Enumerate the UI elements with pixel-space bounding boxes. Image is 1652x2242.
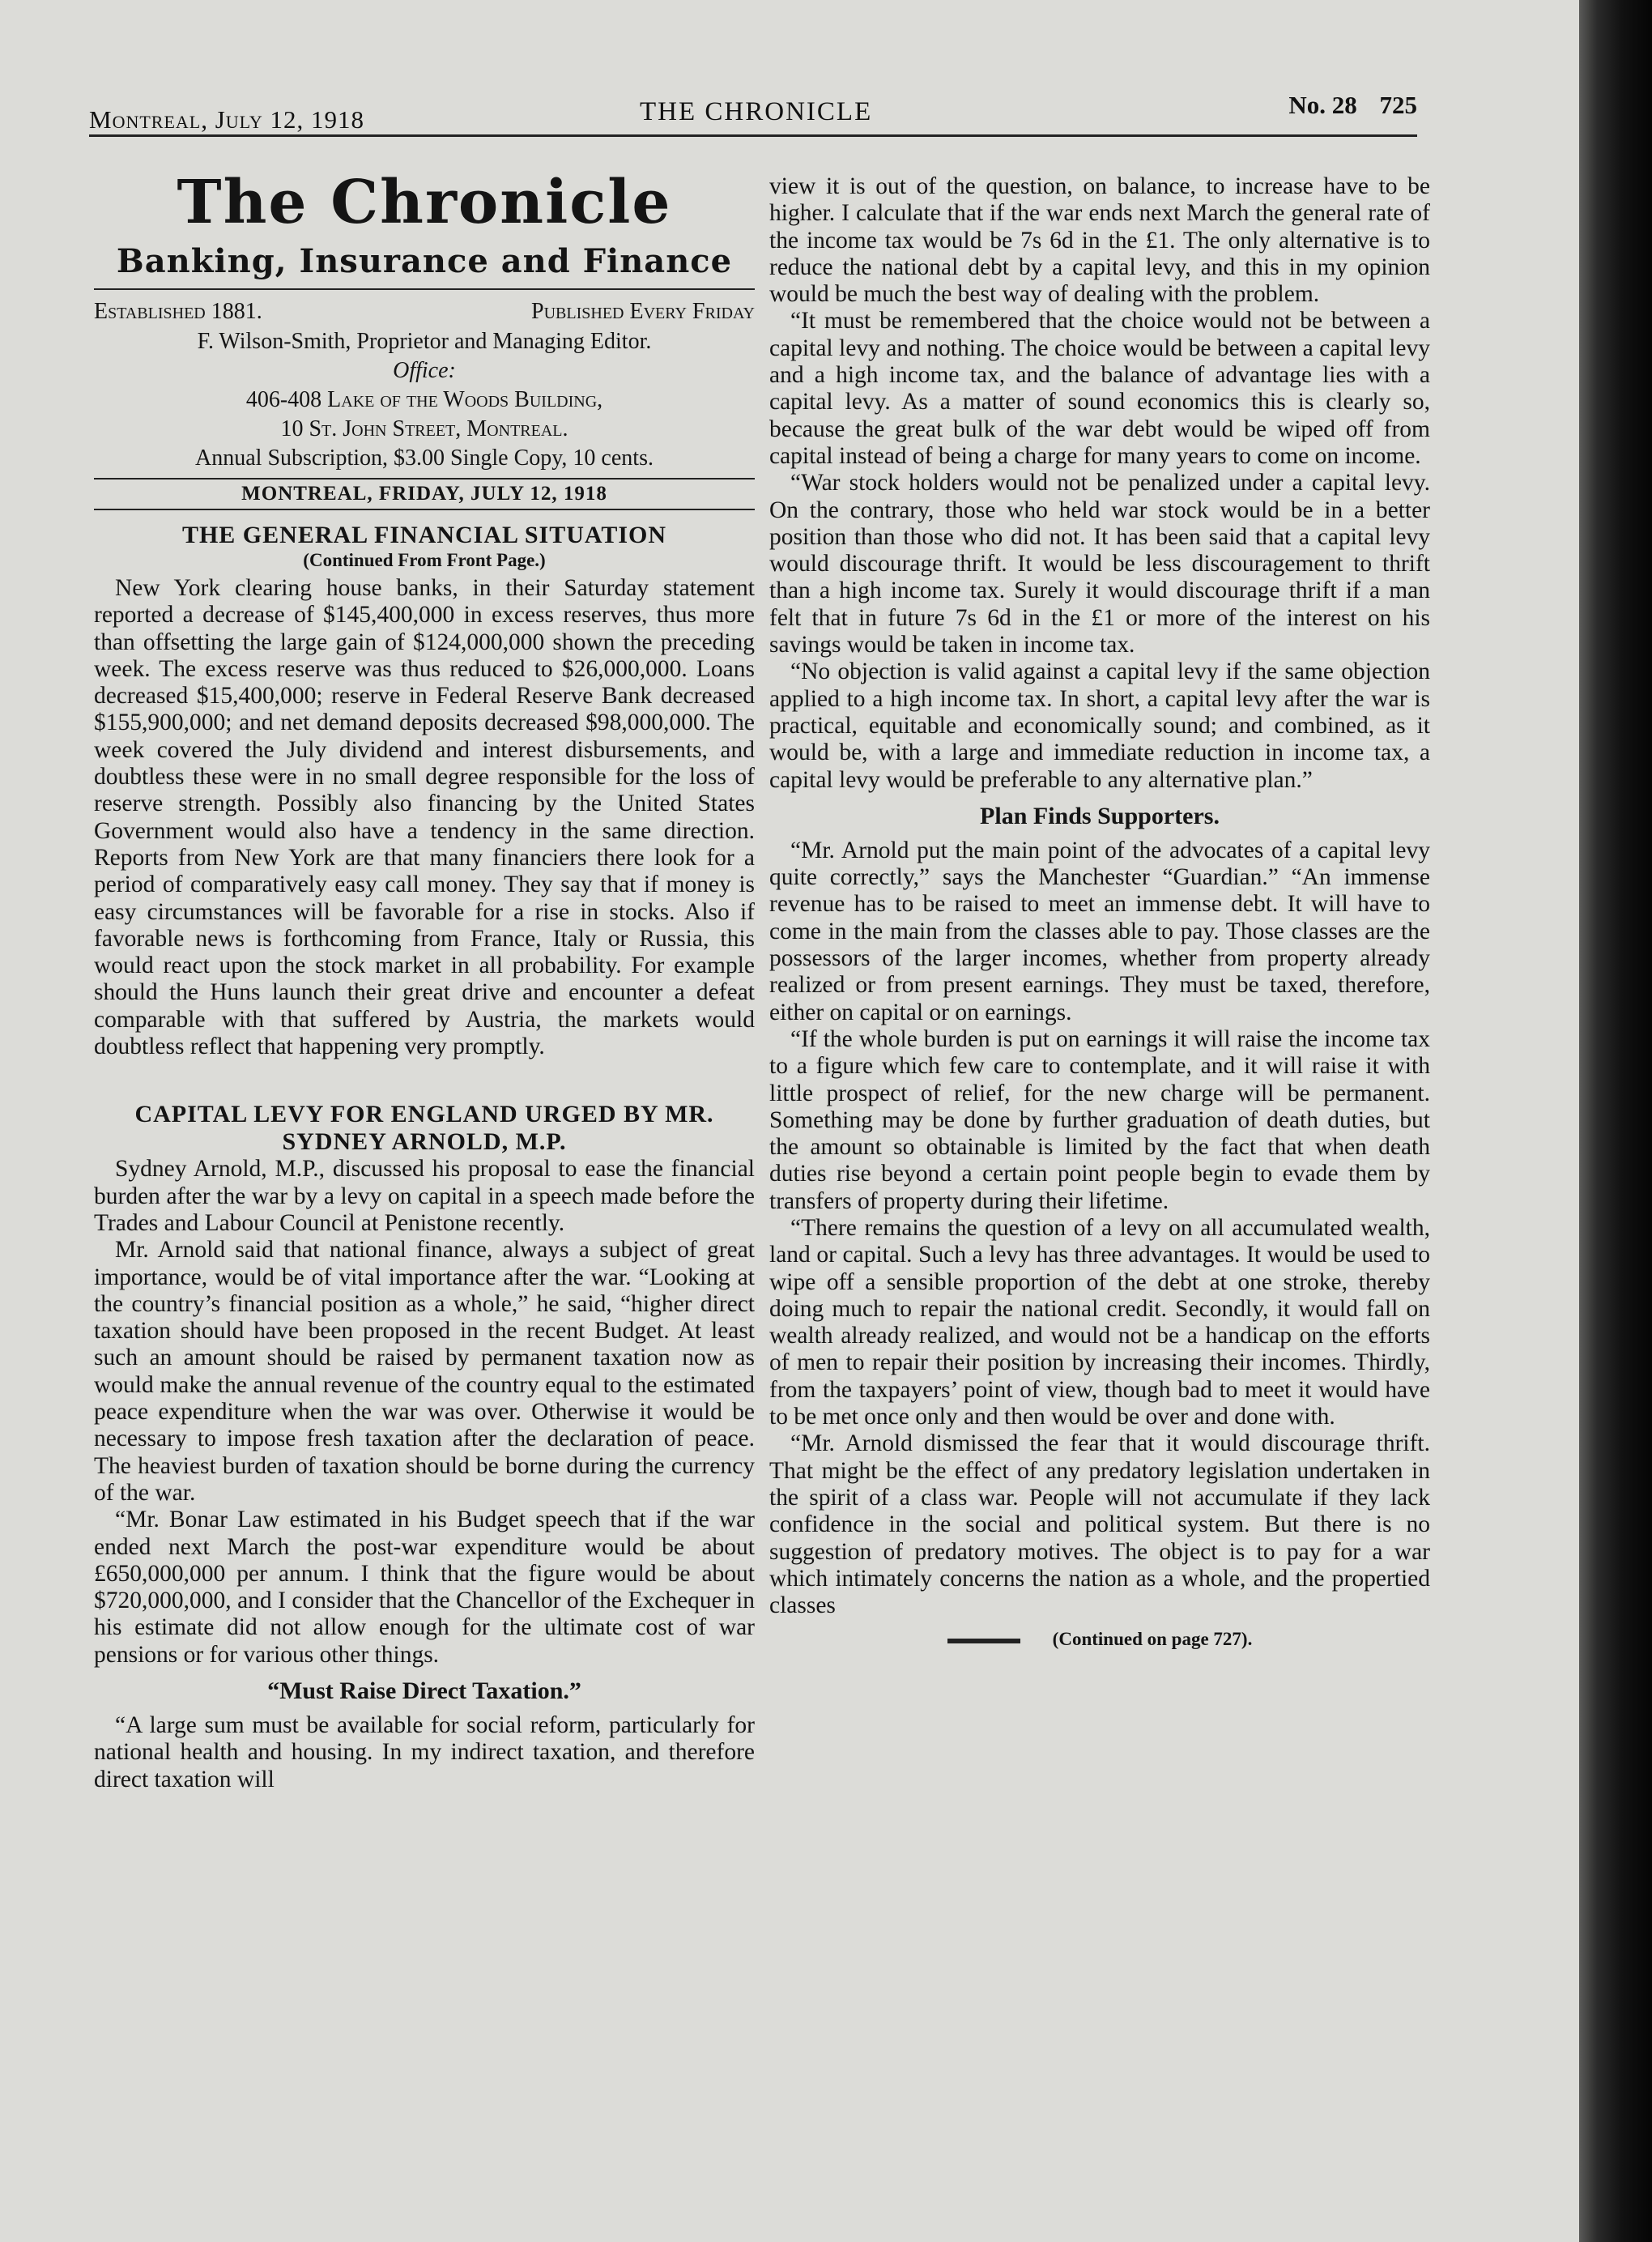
subscription-line: Annual Subscription, $3.00 Single Copy, 10 cents. <box>195 445 654 471</box>
running-head-date: Montreal, July 12, 1918 <box>89 105 365 134</box>
office-label: Office: <box>393 358 456 383</box>
running-head <box>89 91 1417 133</box>
page-number: 725 <box>1379 91 1417 119</box>
article-heading-capital-levy: CAPITAL LEVY FOR ENGLAND URGED BY MR. SYDNEY ARNOLD, M.P. <box>134 1101 714 1156</box>
article-paragraph: Sydney Arnold, M.P., discussed his proposal to ease the financial burden after the war by a levy on capital in a speech made before the Trades and Labour Council at Penistone recently. <box>94 1156 755 1236</box>
issue-number: No. 28 <box>1288 91 1357 119</box>
established-line: Established 1881. <box>94 299 262 324</box>
editor-line: F. Wilson-Smith, Proprietor and Managing Editor. <box>197 329 652 354</box>
published-line: Published Every Friday <box>531 299 755 324</box>
article-paragraph: “There remains the question of a levy on all accumulated wealth, land or capital. Such a levy has three advantages. It would be used to wipe off a sensible proportion of the debt at one stroke, thereby doing much to repair the national credit. Secondly, it would fall on wealth already realized, and would not be a handicap on the efforts of men to repair their position by increasing their incomes. Thirdly, from the taxpayers’ point of view, though bad to meet it would have to be met once only and then would be over and done with. <box>769 1214 1430 1430</box>
article-paragraph: “Mr. Arnold dismissed the fear that it would discourage thrift. That might be the effect of any predatory legislation undertaken in the spirit of a class war. People will not accumulate if they lack confidence in the social and political system. But there is no suggestion of predatory motives. The object is to pay for a war which intimately concerns the nation as a whole, and the propertied classes <box>769 1430 1430 1619</box>
ornament-dash <box>947 1639 1020 1643</box>
left-column <box>94 149 755 1793</box>
article-paragraph: “A large sum must be available for social reform, particularly for national health and housing. In my indirect taxation, and therefore direct taxation will <box>94 1711 755 1792</box>
continued-text: (Continued on page 727). <box>1052 1629 1253 1650</box>
article-paragraph: view it is out of the question, on balance, to increase have to be higher. I calculate that if the war ends next March the general rate of the income tax would be 7s 6d in the £1. The only alternative is to reduce the national debt by a capital levy, and this in my opinion would be much the best way of dealing with the problem. <box>769 173 1430 308</box>
article-heading-financial-situation: THE GENERAL FINANCIAL SITUATION <box>181 522 667 548</box>
article-paragraph: “Mr. Arnold put the main point of the advocates of a capital levy quite correctly,” says the Manchester “Guardian.” “An immense revenue has to be raised to meet an immense debt. It will have to come in the main from the classes able to pay. Those classes are the possessors of the larger incomes, whether from property already realized or from present earnings. They must be taxed, therefore, either on capital or on earnings. <box>769 837 1430 1025</box>
dateline: MONTREAL, FRIDAY, JULY 12, 1918 <box>94 478 755 510</box>
article-paragraph: “War stock holders would not be penalized under a capital levy. On the contrary, those who held war stock would be in a better position than those who did not. It has been said that a capital levy would discourage thrift. It would be less discouragement to thrift than a high income tax. Surely it would discourage thrift if a man felt that in future 7s 6d in the £1 or more of the interest on his savings would be taken in income tax. <box>769 470 1430 659</box>
binding-edge <box>1579 0 1652 2242</box>
continued-on-page <box>769 1626 1430 1652</box>
right-column <box>769 173 1430 1653</box>
masthead-subtitle: Banking, Insurance and Finance <box>116 242 733 280</box>
publication-info <box>94 296 755 327</box>
article-paragraph: “If the whole burden is put on earnings it will raise the income tax to a figure which few care to contemplate, and it will raise it with little prospect of relief, for the new charge will be permanent. Something may be done by further graduation of death duties, but the amount so obtainable is limited by the fact that when death duties rise beyond a certain point people begin to evade them by transfers of property during their lifetime. <box>769 1025 1430 1214</box>
masthead <box>94 165 755 290</box>
article-paragraph: “It must be remembered that the choice would not be between a capital levy and nothing. The choice would be between a capital levy and a high income tax, and the balance of advantage lies with a capital levy. As a matter of sound economics this is clearly so, because the great bulk of the war debt would be wiped off from capital instead of being a charge for many years to come on income. <box>769 308 1430 469</box>
header-rule <box>89 134 1417 137</box>
office-address-2: 10 St. John Street, Montreal. <box>280 416 568 441</box>
subheading-plan-supporters: Plan Finds Supporters. <box>980 802 1220 829</box>
continued-note: (Continued From Front Page.) <box>303 550 546 570</box>
article-paragraph: Mr. Arnold said that national finance, always a subject of great importance, would be of vital importance after the war. “Looking at the country’s financial position as a whole,” he said, “higher direct taxation should have been proposed in the recent Budget. At least such an amount should be raised by permanent taxation now as would make the annual revenue of the country equal to the estimated peace expenditure when the war was over. Otherwise it would be necessary to impose fresh taxation after the declaration of peace. The heaviest burden of taxation should be borne during the currency of the war. <box>94 1237 755 1506</box>
masthead-title: The Chronicle <box>177 168 672 237</box>
running-head-title: THE CHRONICLE <box>640 97 873 126</box>
article-paragraph: “No objection is valid against a capital levy if the same objection applied to a high income tax. In short, a capital levy after the war is practical, equitable and economically sound; and combined, as it would be, with a large and immediate reduction in income tax, a capital levy would be preferable to any alternative plan.” <box>769 659 1430 793</box>
office-address-1: 406-408 Lake of the Woods Building, <box>245 387 603 412</box>
subheading-direct-taxation: “Must Raise Direct Taxation.” <box>267 1677 581 1704</box>
article-paragraph: “Mr. Bonar Law estimated in his Budget speech that if the war ended next March the post-war expenditure would be about £650,000,000 per annum. I think that the figure would be about $720,000,000, and I consider that the Chancellor of the Exchequer in his estimate did not allow enough for the ultimate cost of war pensions or for various other things. <box>94 1507 755 1668</box>
running-head-number <box>1272 91 1417 120</box>
article-paragraph: New York clearing house banks, in their Saturday statement reported a decrease of $145,400,000 in excess reserves, thus more than offsetting the large gain of $124,000,000 shown the preceding week. The excess reserve was thus reduced to $26,000,000. Loans decreased $15,400,000; reserve in Federal Reserve Bank decreased $155,900,000; and net demand deposits decreased $98,000,000. The week covered the July dividend and interest disbursements, and doubtless these were in no small degree responsible for the loss of reserve strength. Possibly also financing by the United States Government would also have a tendency in the same direction. Reports from New York are that many financiers there look for a period of comparatively easy call money. They say that if money is easy circumstances will be favorable for a rise in stocks. Also if favorable news is forthcoming from France, Italy or Russia, this would react upon the stock market in all probability. For example should the Huns launch their great drive and encounter a defeat comparable with that suffered by Austria, the markets would doubtless reflect that happening very promptly. <box>94 575 755 1060</box>
